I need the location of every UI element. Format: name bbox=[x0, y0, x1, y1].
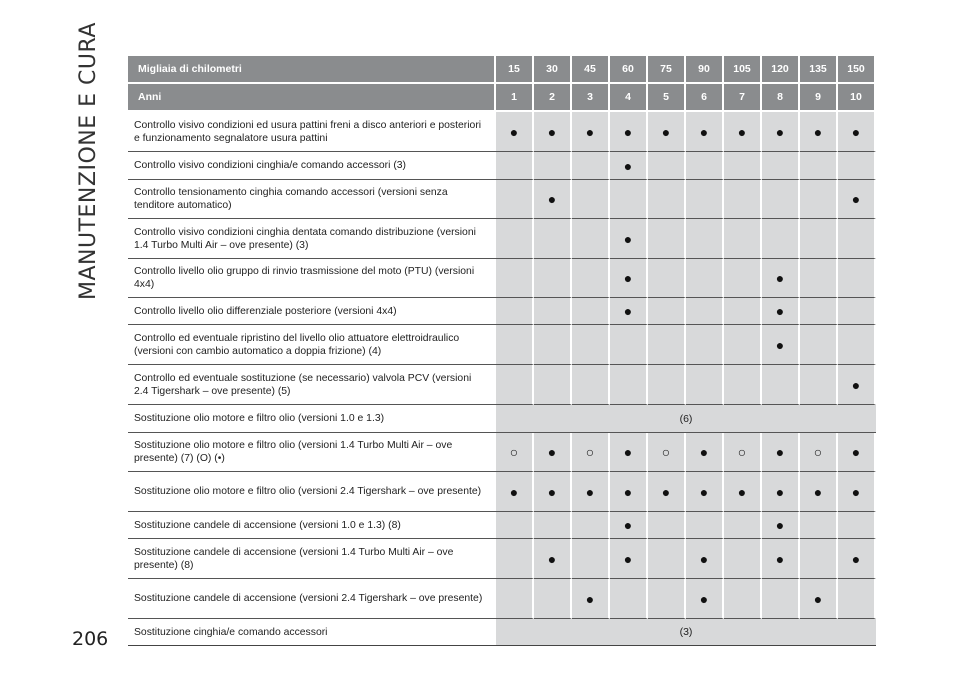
year-header: 1 bbox=[496, 84, 534, 112]
empty-cell bbox=[686, 512, 724, 539]
row-label: Controllo livello olio differenziale posteriore (versioni 4x4) bbox=[128, 298, 496, 325]
empty-cell bbox=[800, 325, 838, 365]
filled-dot-mark: ● bbox=[686, 539, 724, 579]
empty-cell bbox=[838, 512, 876, 539]
empty-cell bbox=[686, 365, 724, 405]
row-label: Controllo tensionamento cinghia comando accessori (versioni senza tenditore automatico) bbox=[128, 180, 496, 219]
empty-cell bbox=[762, 219, 800, 259]
empty-cell bbox=[838, 219, 876, 259]
empty-cell bbox=[686, 298, 724, 325]
empty-cell bbox=[686, 152, 724, 180]
empty-cell bbox=[648, 180, 686, 219]
filled-dot-mark: ● bbox=[572, 112, 610, 152]
empty-cell bbox=[724, 512, 762, 539]
filled-dot-mark: ● bbox=[610, 259, 648, 298]
empty-cell bbox=[496, 365, 534, 405]
empty-cell bbox=[648, 298, 686, 325]
row-label: Sostituzione candele di accensione (versioni 1.0 e 1.3) (8) bbox=[128, 512, 496, 539]
empty-cell bbox=[534, 259, 572, 298]
row-note: (6) bbox=[496, 405, 876, 433]
filled-dot-mark: ● bbox=[610, 219, 648, 259]
empty-cell bbox=[724, 219, 762, 259]
empty-cell bbox=[838, 579, 876, 619]
empty-cell bbox=[534, 298, 572, 325]
empty-cell bbox=[648, 219, 686, 259]
year-header: 6 bbox=[686, 84, 724, 112]
filled-dot-mark: ● bbox=[610, 433, 648, 472]
empty-cell bbox=[610, 180, 648, 219]
filled-dot-mark: ● bbox=[496, 472, 534, 512]
empty-cell bbox=[724, 365, 762, 405]
empty-cell bbox=[572, 180, 610, 219]
filled-dot-mark: ● bbox=[610, 472, 648, 512]
km-header: 105 bbox=[724, 56, 762, 84]
empty-cell bbox=[534, 365, 572, 405]
row-label: Controllo visivo condizioni cinghia dentata comando distribuzione (versioni 1.4 Turbo Multi Air – ove presente) (3) bbox=[128, 219, 496, 259]
empty-cell bbox=[724, 180, 762, 219]
filled-dot-mark: ● bbox=[648, 112, 686, 152]
table-row bbox=[128, 180, 876, 219]
empty-cell bbox=[496, 325, 534, 365]
filled-dot-mark: ● bbox=[686, 579, 724, 619]
empty-cell bbox=[800, 219, 838, 259]
empty-cell bbox=[610, 365, 648, 405]
empty-cell bbox=[686, 219, 724, 259]
empty-cell bbox=[686, 259, 724, 298]
filled-dot-mark: ● bbox=[610, 512, 648, 539]
row-label: Sostituzione candele di accensione (versioni 2.4 Tigershark – ove presente) bbox=[128, 579, 496, 619]
empty-cell bbox=[648, 325, 686, 365]
table-row bbox=[128, 219, 876, 259]
empty-cell bbox=[496, 298, 534, 325]
empty-cell bbox=[762, 180, 800, 219]
row-label: Sostituzione candele di accensione (versioni 1.4 Turbo Multi Air – ove presente) (8) bbox=[128, 539, 496, 579]
km-header: 135 bbox=[800, 56, 838, 84]
empty-cell bbox=[686, 180, 724, 219]
header-years-label: Anni bbox=[128, 84, 496, 112]
empty-cell bbox=[724, 539, 762, 579]
row-label: Sostituzione olio motore e filtro olio (versioni 1.4 Turbo Multi Air – ove presente) (7) (O) (•) bbox=[128, 433, 496, 472]
empty-cell bbox=[800, 512, 838, 539]
filled-dot-mark: ● bbox=[838, 433, 876, 472]
filled-dot-mark: ● bbox=[838, 112, 876, 152]
filled-dot-mark: ● bbox=[648, 472, 686, 512]
empty-cell bbox=[800, 180, 838, 219]
year-header: 9 bbox=[800, 84, 838, 112]
filled-dot-mark: ● bbox=[686, 472, 724, 512]
empty-cell bbox=[572, 365, 610, 405]
empty-cell bbox=[648, 579, 686, 619]
year-header: 8 bbox=[762, 84, 800, 112]
empty-cell bbox=[534, 219, 572, 259]
table-row bbox=[128, 259, 876, 298]
empty-cell bbox=[686, 325, 724, 365]
table-row bbox=[128, 433, 876, 472]
filled-dot-mark: ● bbox=[838, 365, 876, 405]
table-row bbox=[128, 472, 876, 512]
empty-cell bbox=[724, 152, 762, 180]
empty-cell bbox=[762, 152, 800, 180]
filled-dot-mark: ● bbox=[762, 259, 800, 298]
empty-cell bbox=[496, 579, 534, 619]
header-row-years bbox=[128, 84, 876, 112]
filled-dot-mark: ● bbox=[610, 539, 648, 579]
filled-dot-mark: ● bbox=[496, 112, 534, 152]
empty-cell bbox=[648, 259, 686, 298]
km-header: 90 bbox=[686, 56, 724, 84]
filled-dot-mark: ● bbox=[610, 152, 648, 180]
km-header: 75 bbox=[648, 56, 686, 84]
row-note: (3) bbox=[496, 619, 876, 646]
filled-dot-mark: ● bbox=[534, 472, 572, 512]
filled-dot-mark: ● bbox=[534, 433, 572, 472]
empty-cell bbox=[496, 180, 534, 219]
row-label: Controllo livello olio gruppo di rinvio trasmissione del moto (PTU) (versioni 4x4) bbox=[128, 259, 496, 298]
empty-cell bbox=[800, 152, 838, 180]
empty-cell bbox=[572, 298, 610, 325]
empty-cell bbox=[534, 512, 572, 539]
row-label: Sostituzione olio motore e filtro olio (versioni 1.0 e 1.3) bbox=[128, 405, 496, 433]
empty-cell bbox=[572, 152, 610, 180]
empty-cell bbox=[534, 579, 572, 619]
empty-cell bbox=[572, 219, 610, 259]
filled-dot-mark: ● bbox=[610, 112, 648, 152]
empty-cell bbox=[800, 298, 838, 325]
empty-cell bbox=[838, 298, 876, 325]
filled-dot-mark: ● bbox=[534, 112, 572, 152]
empty-cell bbox=[724, 259, 762, 298]
filled-dot-mark: ● bbox=[686, 112, 724, 152]
empty-cell bbox=[496, 512, 534, 539]
filled-dot-mark: ● bbox=[762, 298, 800, 325]
row-label: Sostituzione olio motore e filtro olio (versioni 2.4 Tigershark – ove presente) bbox=[128, 472, 496, 512]
km-header: 150 bbox=[838, 56, 876, 84]
filled-dot-mark: ● bbox=[534, 539, 572, 579]
open-circle-mark: ○ bbox=[572, 433, 610, 472]
empty-cell bbox=[762, 365, 800, 405]
table-row bbox=[128, 298, 876, 325]
empty-cell bbox=[762, 579, 800, 619]
filled-dot-mark: ● bbox=[800, 112, 838, 152]
year-header: 2 bbox=[534, 84, 572, 112]
empty-cell bbox=[572, 539, 610, 579]
filled-dot-mark: ● bbox=[762, 325, 800, 365]
row-label: Controllo visivo condizioni cinghia/e comando accessori (3) bbox=[128, 152, 496, 180]
filled-dot-mark: ● bbox=[838, 180, 876, 219]
filled-dot-mark: ● bbox=[610, 298, 648, 325]
filled-dot-mark: ● bbox=[800, 472, 838, 512]
empty-cell bbox=[800, 539, 838, 579]
open-circle-mark: ○ bbox=[724, 433, 762, 472]
empty-cell bbox=[800, 365, 838, 405]
table-row bbox=[128, 405, 876, 433]
maintenance-schedule-table bbox=[128, 56, 876, 646]
filled-dot-mark: ● bbox=[762, 539, 800, 579]
page-number: 206 bbox=[72, 628, 109, 650]
filled-dot-mark: ● bbox=[838, 539, 876, 579]
km-header: 120 bbox=[762, 56, 800, 84]
empty-cell bbox=[724, 298, 762, 325]
year-header: 4 bbox=[610, 84, 648, 112]
empty-cell bbox=[838, 259, 876, 298]
table-row bbox=[128, 325, 876, 365]
km-header: 15 bbox=[496, 56, 534, 84]
filled-dot-mark: ● bbox=[686, 433, 724, 472]
year-header: 10 bbox=[838, 84, 876, 112]
empty-cell bbox=[648, 365, 686, 405]
empty-cell bbox=[648, 152, 686, 180]
year-header: 7 bbox=[724, 84, 762, 112]
filled-dot-mark: ● bbox=[572, 579, 610, 619]
row-label: Controllo ed eventuale ripristino del livello olio attuatore elettroidraulico (versioni con cambio automatico a doppia frizione) (4) bbox=[128, 325, 496, 365]
empty-cell bbox=[534, 152, 572, 180]
empty-cell bbox=[724, 325, 762, 365]
empty-cell bbox=[496, 259, 534, 298]
empty-cell bbox=[610, 325, 648, 365]
empty-cell bbox=[724, 579, 762, 619]
year-header: 3 bbox=[572, 84, 610, 112]
table-row bbox=[128, 539, 876, 579]
table-body bbox=[128, 112, 876, 646]
empty-cell bbox=[496, 539, 534, 579]
filled-dot-mark: ● bbox=[762, 433, 800, 472]
table-row bbox=[128, 619, 876, 646]
filled-dot-mark: ● bbox=[724, 112, 762, 152]
open-circle-mark: ○ bbox=[496, 433, 534, 472]
row-label: Controllo visivo condizioni ed usura pattini freni a disco anteriori e posteriori e funzionamento segnalatore usura pattini bbox=[128, 112, 496, 152]
filled-dot-mark: ● bbox=[762, 112, 800, 152]
section-title: MANUTENZIONE E CURA bbox=[76, 22, 101, 300]
table-row bbox=[128, 112, 876, 152]
header-km-label: Migliaia di chilometri bbox=[128, 56, 496, 84]
empty-cell bbox=[572, 259, 610, 298]
km-header: 30 bbox=[534, 56, 572, 84]
empty-cell bbox=[648, 512, 686, 539]
row-label: Sostituzione cinghia/e comando accessori bbox=[128, 619, 496, 646]
filled-dot-mark: ● bbox=[762, 472, 800, 512]
empty-cell bbox=[838, 152, 876, 180]
empty-cell bbox=[534, 325, 572, 365]
filled-dot-mark: ● bbox=[572, 472, 610, 512]
header-row-km bbox=[128, 56, 876, 84]
empty-cell bbox=[496, 152, 534, 180]
table-row bbox=[128, 365, 876, 405]
row-label: Controllo ed eventuale sostituzione (se necessario) valvola PCV (versioni 2.4 Tigershark – ove presente) (5) bbox=[128, 365, 496, 405]
year-header: 5 bbox=[648, 84, 686, 112]
empty-cell bbox=[838, 325, 876, 365]
filled-dot-mark: ● bbox=[762, 512, 800, 539]
open-circle-mark: ○ bbox=[648, 433, 686, 472]
empty-cell bbox=[572, 325, 610, 365]
filled-dot-mark: ● bbox=[838, 472, 876, 512]
filled-dot-mark: ● bbox=[724, 472, 762, 512]
table-row bbox=[128, 512, 876, 539]
empty-cell bbox=[800, 259, 838, 298]
filled-dot-mark: ● bbox=[534, 180, 572, 219]
filled-dot-mark: ● bbox=[800, 579, 838, 619]
empty-cell bbox=[496, 219, 534, 259]
table-row bbox=[128, 579, 876, 619]
open-circle-mark: ○ bbox=[800, 433, 838, 472]
empty-cell bbox=[610, 579, 648, 619]
empty-cell bbox=[648, 539, 686, 579]
km-header: 60 bbox=[610, 56, 648, 84]
table-row bbox=[128, 152, 876, 180]
km-header: 45 bbox=[572, 56, 610, 84]
empty-cell bbox=[572, 512, 610, 539]
